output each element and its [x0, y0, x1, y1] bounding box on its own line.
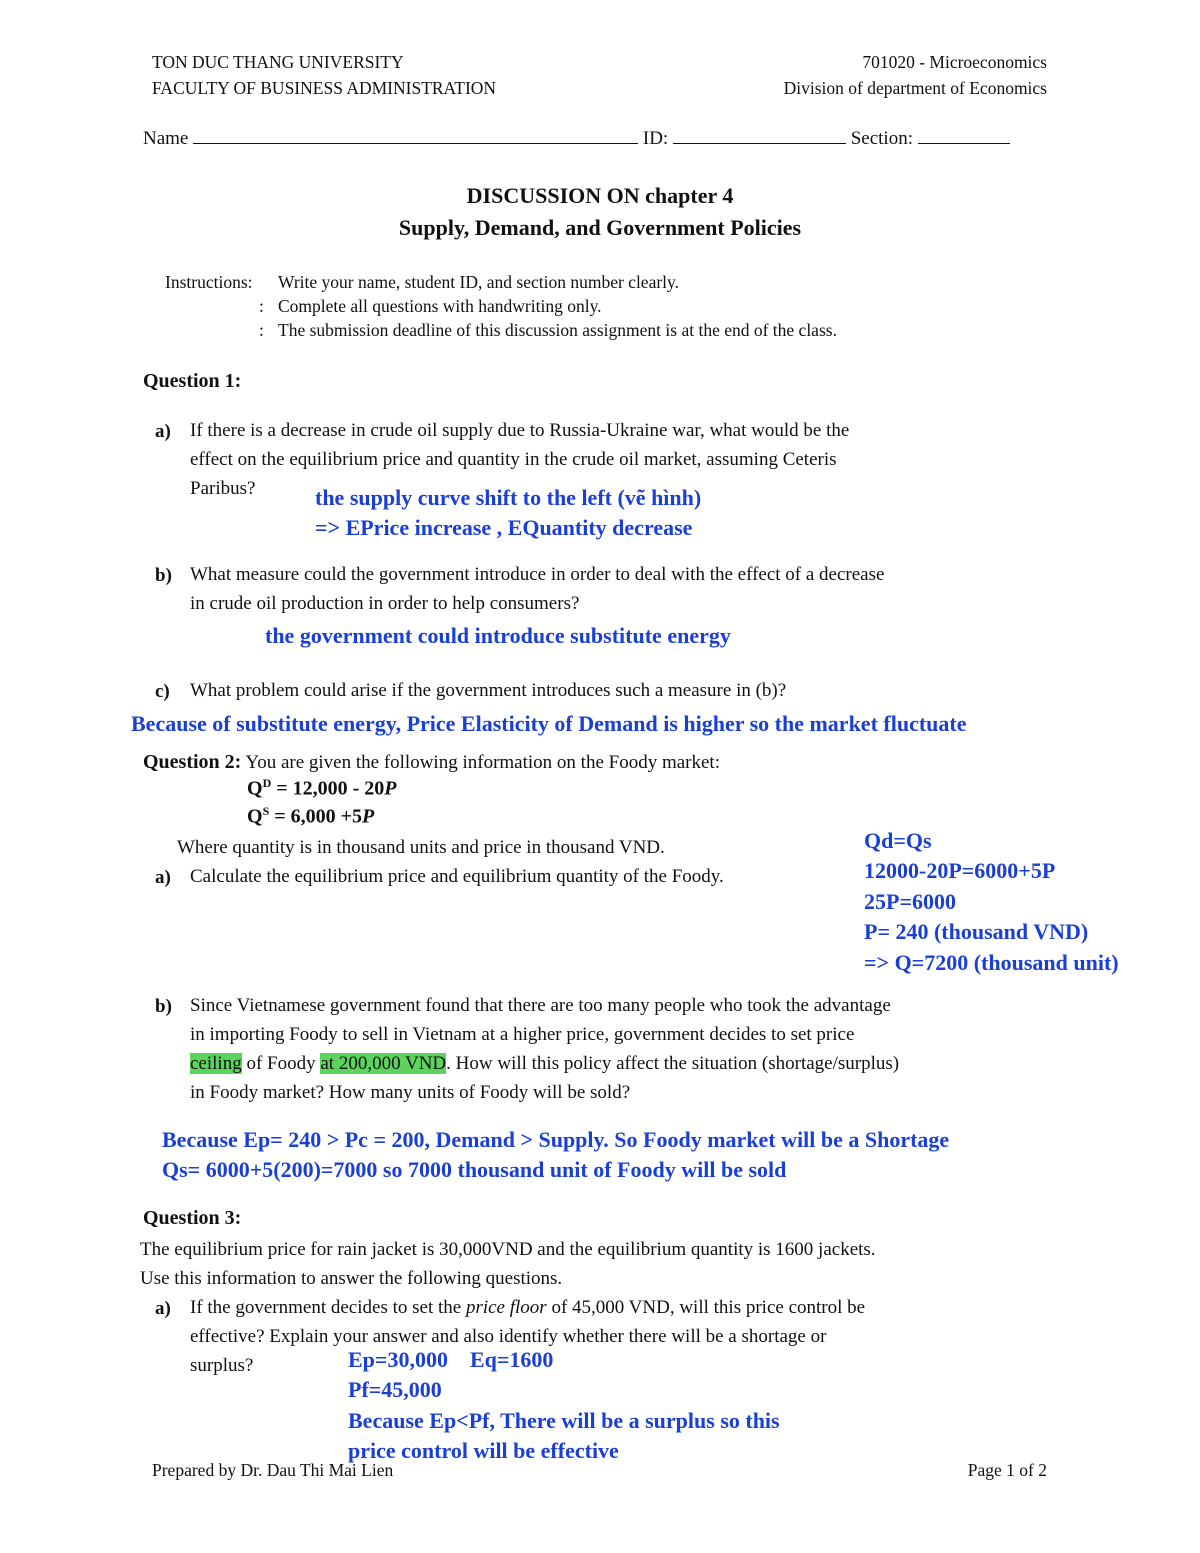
qd-rhs: = 12,000 - 20	[271, 777, 385, 800]
q2b-label: b)	[155, 996, 172, 1017]
footer-page-number: Page 1 of 2	[967, 1460, 1047, 1480]
q2b-text: Since Vietnamese government found that there are too many people who took the advantage	[190, 995, 891, 1016]
q2a-label: a)	[155, 867, 171, 888]
q2a-answer: => Q=7200 (thousand unit)	[864, 950, 1119, 975]
q3a-text-post: of 45,000 VND, will this price control be	[546, 1297, 866, 1318]
q2-intro: You are given the following information on the Foody market:	[245, 752, 720, 773]
student-info-line	[143, 124, 1010, 153]
q1a-answer: => EPrice increase , EQuantity decrease	[315, 515, 693, 540]
instruction-bullet: :	[259, 320, 264, 340]
instruction-bullet: :	[259, 296, 264, 316]
highlight-ceiling: ceiling	[190, 1053, 242, 1074]
q3a-text: effective? Explain your answer and also identify whether there will be a shortage or	[190, 1326, 827, 1347]
qs-superscript: S	[262, 804, 270, 818]
qd-superscript: D	[262, 776, 272, 790]
q1a-text: If there is a decrease in crude oil supply due to Russia-Ukraine war, what would be the	[190, 420, 850, 441]
q3a-answer: Ep=30,000 Eq=1600	[348, 1347, 554, 1372]
highlight-price: at 200,000 VND	[320, 1053, 447, 1074]
q2b-answer: Because Ep= 240 > Pc = 200, Demand > Supply. So Foody market will be a Shortage	[162, 1127, 950, 1152]
q2b-text: in Foody market? How many units of Foody will be sold?	[190, 1082, 631, 1103]
q3a-label: a)	[155, 1298, 171, 1319]
q1c-answer: Because of substitute energy, Price Elasticity of Demand is higher so the market fluctuate	[131, 711, 967, 736]
q3-intro: The equilibrium price for rain jacket is 30,000VND and the equilibrium quantity is 1600 jackets.	[140, 1239, 876, 1260]
q1c-text: What problem could arise if the government introduces such a measure in (b)?	[190, 680, 787, 701]
faculty-name: FACULTY OF BUSINESS ADMINISTRATION	[152, 78, 497, 98]
division-name: Division of department of Economics	[783, 78, 1047, 98]
qd-symbol: Q	[247, 777, 263, 800]
q2b-text-mid: of Foody	[241, 1053, 321, 1074]
q2b-answer: Qs= 6000+5(200)=7000 so 7000 thousand unit of Foody will be sold	[162, 1157, 787, 1182]
footer-prepared-by: Prepared by Dr. Dau Thi Mai Lien	[152, 1460, 394, 1480]
demand-equation	[247, 776, 397, 801]
q3a-text: surplus?	[190, 1355, 254, 1376]
section-blank[interactable]	[918, 127, 1010, 144]
q2b-text-rest: . How will this policy affect the situation (shortage/surplus)	[446, 1053, 900, 1074]
q2a-answer: P= 240 (thousand VND)	[864, 919, 1089, 944]
q2-heading: Question 2:	[143, 751, 242, 773]
q3a-text-line	[190, 1293, 865, 1322]
q3-heading: Question 3:	[143, 1207, 242, 1229]
q2b-text-highlight-line	[190, 1049, 899, 1078]
q1a-text: Paribus?	[190, 478, 256, 499]
qs-symbol: Q	[247, 805, 263, 828]
id-blank[interactable]	[673, 127, 846, 144]
q2a-answer: Qd=Qs	[864, 828, 932, 853]
id-label: ID:	[642, 128, 669, 149]
q3a-text-pre: If the government decides to set the	[190, 1297, 466, 1318]
q2-heading-line	[143, 748, 720, 777]
q1b-text: What measure could the government introduce in order to deal with the effect of a decrease	[190, 564, 885, 585]
instruction-item: The submission deadline of this discussion assignment is at the end of the class.	[278, 320, 837, 340]
q1a-answer: the supply curve shift to the left (vẽ hình)	[315, 485, 702, 510]
q1-heading: Question 1:	[143, 370, 242, 392]
q1a-label: a)	[155, 421, 171, 442]
q1b-answer: the government could introduce substitute energy	[265, 623, 731, 648]
doc-title: DISCUSSION ON chapter 4	[466, 183, 734, 208]
university-name: TON DUC THANG UNIVERSITY	[152, 52, 404, 72]
q2a-answer: 12000-20P=6000+5P	[864, 858, 1056, 883]
course-code: 701020 - Microeconomics	[862, 52, 1047, 72]
qs-var: P	[362, 805, 375, 828]
q1c-label: c)	[155, 681, 170, 702]
instructions-label: Instructions:	[165, 272, 253, 292]
q3a-text-italic: price floor	[465, 1297, 547, 1318]
q2b-text: in importing Foody to sell in Vietnam at a higher price, government decides to set price	[190, 1024, 855, 1045]
q2a-text: Calculate the equilibrium price and equilibrium quantity of the Foody.	[190, 866, 724, 887]
q2a-answer: 25P=6000	[864, 889, 956, 914]
q3a-answer: price control will be effective	[348, 1438, 619, 1463]
q2-units-note: Where quantity is in thousand units and price in thousand VND.	[177, 837, 665, 858]
q1b-text: in crude oil production in order to help consumers?	[190, 593, 580, 614]
instruction-item: Write your name, student ID, and section number clearly.	[278, 272, 680, 292]
q3a-answer: Because Ep<Pf, There will be a surplus so this	[348, 1408, 780, 1433]
name-label: Name	[143, 128, 189, 149]
doc-subtitle: Supply, Demand, and Government Policies	[398, 215, 802, 240]
qd-var: P	[384, 777, 397, 800]
q3a-answer: Pf=45,000	[348, 1377, 442, 1402]
section-label: Section:	[850, 128, 913, 149]
instruction-item: Complete all questions with handwriting only.	[278, 296, 602, 316]
name-blank[interactable]	[193, 127, 638, 144]
qs-rhs: = 6,000 +5	[269, 805, 363, 828]
q1b-label: b)	[155, 565, 172, 586]
supply-equation	[247, 804, 374, 829]
q3-intro: Use this information to answer the following questions.	[140, 1268, 563, 1289]
q1a-text: effect on the equilibrium price and quantity in the crude oil market, assuming Ceteris	[190, 449, 837, 470]
